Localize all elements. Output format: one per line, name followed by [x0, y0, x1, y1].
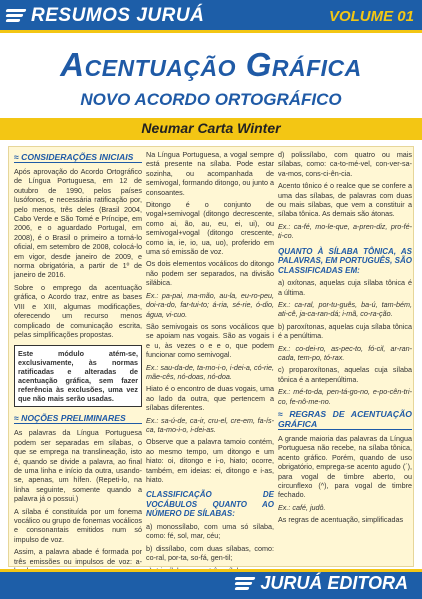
- series-title: RESUMOS JURUÁ: [31, 5, 205, 26]
- speed-lines-icon: [235, 576, 257, 592]
- example: Ex.: pa-pai, ma-mão, au-la, eu-ro-peu, doi-ra-do, far-tui-to; á-ria, sé-rie, ó-dio, água, vi-cuo.: [146, 290, 274, 319]
- paragraph: São semivogais os sons vocálicos que se apoiam nas vogais. São as vogais i e u, às vezes o e e o, que podem funcionar como semivogal.: [146, 321, 274, 360]
- paragraph: Ditongo é o conjunto de vogal+semivogal (ditongo decrescente, como ai, ão, au, eu, ei, ui), ou semivogal+vogal (ditongo crescente, como ia, ie, io, ua, uo), proferido em uma só emissão de voz.: [146, 200, 274, 257]
- paragraph: Assim, a palavra abade é formada por três emissões ou impulsos de voz: a-: [14, 547, 142, 566]
- paragraph: Acento tônico é o realce que se confere a uma das sílabas, de palavras com duas ou mais sílabas, que vem a constituir a sílaba tônica. As demais são átonas.: [278, 181, 412, 219]
- speed-lines-icon: [6, 8, 28, 24]
- paragraph: c) proparoxítonas, aquelas cuja sílaba tônica é a antepenúltima.: [278, 365, 412, 384]
- paragraph: As palavras da Língua Portuguesa podem ser separadas em sílabas, o que se emprega na translineação, isto é, quando se divide a palavra, ao final de uma linha e início da outra, usando-se, apenas, um hífen. (Repeti-lo, na linha seguinte, somente quando a palavra já o possui.): [14, 428, 142, 504]
- paragraph: Os dois elementos vocálicos do ditongo não podem ser separados, na divisão silábica.: [146, 259, 274, 288]
- example: Ex.: co-dei-ro, as-pec-to, fó-cil, ar-ran-cada, tem-po, tó-rax.: [278, 343, 412, 362]
- paragraph: Na Língua Portuguesa, a vogal sempre está presente na sílaba. Pode estar sozinha, ou acompanhada de semivogal, formando ditongo, ou junto a consoantes.: [146, 150, 274, 197]
- section-heading: ≈ REGRAS DE ACENTUAÇÃO GRÁFICA: [278, 409, 412, 430]
- example: Ex.: sa-ú-de, ca-ir, cru-el, cre-em, fa-ís-ca, ta-mo-i-o, i-dei-as.: [146, 415, 274, 434]
- paragraph: Após aprovação do Acordo Ortográfico de Língua Portuguesa, em 12 de outubro de 1990, pelos países lusófonos, e necessária ratificação por, pelo menos, três deles (Brasil 2004, Cabo Verde e São Tomé e Príncipe, em 2006, e o aguardado Portugal, em 2008), é o Brasil o primeiro a torná-lo oficial, em setembro de 2008, colocá-lo em vigor, desde janeiro de 2009, e norma obrigatória, a partir de 1º de janeiro de 2016.: [14, 167, 142, 280]
- column-3: [278, 150, 412, 564]
- page-title: Acentuação Gráfica: [60, 46, 362, 83]
- publisher-name: JURUÁ EDITORA: [260, 573, 408, 593]
- paragraph: b) paroxítonas, aquelas cuja sílaba tônica é a penúltima.: [278, 321, 412, 341]
- paragraph: d) polissílabo, com quatro ou mais sílabas, como: ca-to-mé-vel, con-ver-sa-va-mos, cons-ci-ên-cia.: [278, 150, 412, 178]
- section-heading: ≈ CONSIDERAÇÕES INICIAIS: [14, 152, 142, 163]
- page-subtitle: NOVO ACORDO ORTOGRÁFICO: [80, 90, 342, 109]
- subsection-heading: CLASSIFICAÇÃO DE VOCÁBULOS QUANTO AO NÚMERO DE SÍLABAS:: [146, 490, 274, 519]
- example: Ex.: café, judô.: [278, 502, 326, 512]
- publisher-logo: [235, 573, 408, 594]
- example: Ex.: ca-ral, por-tu-guês, ba-ú, tam-bém, ati-cê, ja-ca-ran-dá; i-mã, co-ra-ção.: [278, 299, 412, 319]
- paragraph: As regras de acentuação, simplificadas: [278, 515, 404, 525]
- paragraph: Hiato é o encontro de duas vogais, uma ao lado da outra, que pertencem a sílabas diferentes.: [146, 384, 274, 413]
- paragraph: b) dissílabo, com duas sílabas, como: co-ral, por-ta, so-fá, gen-til;: [146, 543, 274, 563]
- volume-label: VOLUME 01: [328, 8, 414, 25]
- author-name: Neumar Carta Winter: [141, 120, 281, 136]
- column-2: [146, 150, 274, 564]
- note-box: Este módulo atém-se, exclusivamente, às normas ratificadas e alteradas de acentuação gráfica, sem fazer referência às exclusões, uma vez que não mais serão usadas.: [14, 345, 142, 407]
- paragraph: A grande maioria das palavras da Língua Portuguesa não recebe, na sílaba tônica, acento gráfico. Porém, quando de uso obrigatório, emprega-se acento agudo (´), para vogal de timbre aberto, ou circunflexo (^), para vogal de timbre fechado.: [278, 434, 412, 500]
- section-heading: ≈ NOÇÕES PRELIMINARES: [14, 413, 142, 424]
- example: Ex.: mé-to-da, pen-tá-go-no, e-po-cên-tri-co, fe-nô-me-no.: [278, 387, 412, 406]
- paragraph: Observe que a palavra tamoio contém, ao mesmo tempo, um ditongo e um hiato: oi, ditongo e i-o, hiato; ocorre, também, em ideias: ei, ditongo e i-as, hiato.: [146, 437, 274, 484]
- paragraph: Sobre o emprego da acentuação gráfica, o Acordo traz, entre as bases VIII e XIII, algumas modificações, oferecendo um recurso menos complicado de comunicação escrita, pelas simplificações propostas.: [14, 282, 142, 339]
- paragraph: a) monossílabo, com uma só sílaba, como: fé, sol, mar, céu;: [146, 521, 274, 541]
- paragraph: a) oxítonas, aquelas cuja sílaba tônica é a última.: [278, 278, 412, 297]
- subsection-heading: QUANTO À SÍLABA TÔNICA, AS PALAVRAS, EM PORTUGUÊS, SÃO CLASSIFICADAS EM:: [278, 246, 412, 275]
- series-brand: [6, 5, 204, 27]
- example: Ex.: ca-fé, mo-le-que, a-pren-diz, pro-fé-ti-co.: [278, 221, 412, 241]
- example: Ex.: sau-da-de, ta-mo-i-o, i-dei-a, có-rie, mãe-cês, nó-doas, nó-doa.: [146, 362, 274, 381]
- paragraph: A sílaba é constituída por um fonema vocálico ou grupo de fonemas vocálicos e consonantais emitidos num só impulso de voz.: [14, 506, 142, 544]
- column-1: [14, 150, 142, 564]
- top-banner: [0, 0, 422, 33]
